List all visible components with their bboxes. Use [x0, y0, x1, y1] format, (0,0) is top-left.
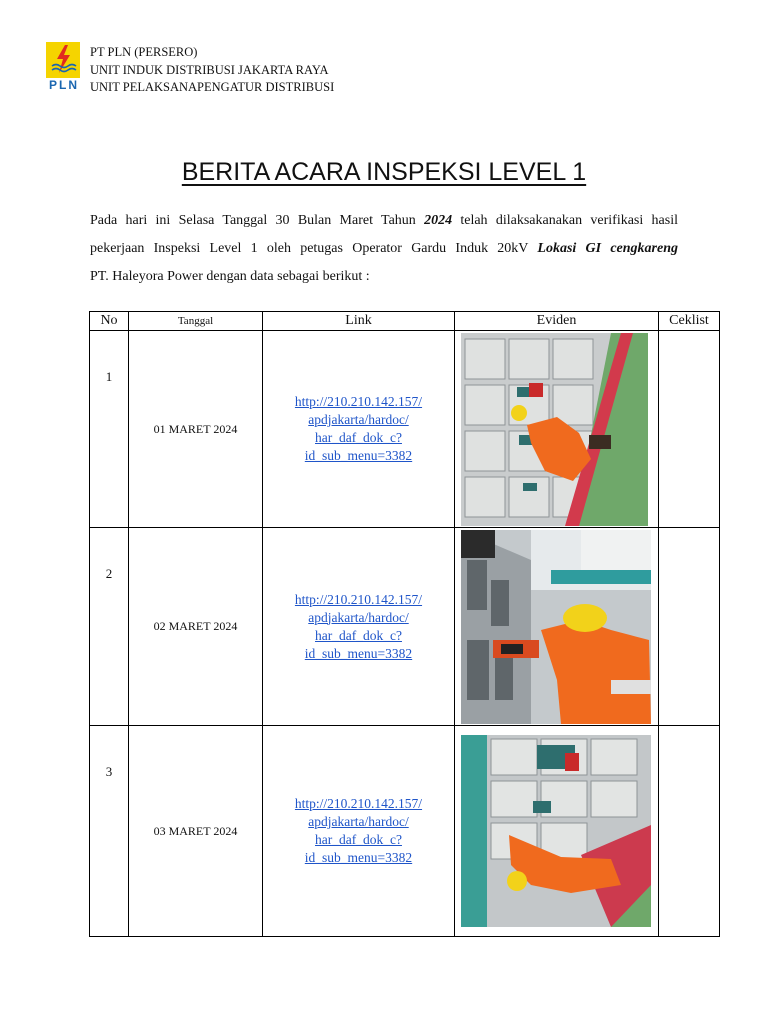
cell-tanggal: 01 MARET 2024 [129, 331, 263, 528]
link-line: http://210.210.142.157/ [294, 796, 423, 811]
letterhead [44, 42, 444, 98]
org-block [90, 44, 334, 97]
link-line: har_daf_dok_c? [315, 832, 402, 847]
table-row [90, 726, 720, 937]
inspection-link[interactable] [295, 591, 422, 663]
cell-ceklist [659, 726, 720, 937]
link-line: apdjakarta/hardoc/ [308, 814, 409, 829]
intro-line-1 [90, 207, 678, 235]
logo-text: PLN [49, 78, 79, 92]
link-line: http://210.210.142.157/ [294, 591, 423, 607]
intro-text: Pada hari ini Selasa Tanggal 30 Bulan Maret Tahun [90, 213, 425, 228]
link-line: id_sub_menu=3382 [304, 645, 413, 661]
cell-ceklist [659, 528, 720, 726]
table-header-row [90, 312, 720, 331]
intro-text: pekerjaan Inspeksi Level 1 oleh petugas Operator Gardu Induk 20kV [90, 241, 538, 256]
lightning-icon [46, 42, 80, 78]
inspection-table [89, 311, 720, 937]
link-line: har_daf_dok_c? [315, 627, 402, 643]
intro-line-2 [90, 235, 678, 263]
cell-no: 1 [90, 331, 129, 528]
link-line: apdjakarta/hardoc/ [308, 609, 409, 625]
cell-link [263, 331, 455, 528]
header-eviden: Eviden [455, 312, 659, 331]
org-line-unit: UNIT INDUK DISTRIBUSI JAKARTA RAYA [90, 62, 329, 77]
header-ceklist: Ceklist [659, 312, 720, 331]
header-no: No [90, 312, 129, 331]
inspection-link[interactable] [295, 393, 422, 465]
cell-tanggal: 03 MARET 2024 [129, 726, 263, 937]
link-line: http://210.210.142.157/ [294, 394, 423, 409]
link-line: id_sub_menu=3382 [304, 850, 413, 865]
intro-year: 2024 [424, 213, 453, 228]
intro-paragraph [90, 207, 678, 291]
intro-location: Lokasi GI cengkareng [537, 241, 678, 256]
link-line: id_sub_menu=3382 [304, 448, 413, 463]
link-line: apdjakarta/hardoc/ [308, 412, 409, 427]
pln-logo [44, 42, 84, 96]
cell-eviden [455, 726, 659, 937]
cell-no: 2 [90, 528, 129, 726]
org-line-subunit: UNIT PELAKSANAPENGATUR DISTRIBUSI [90, 80, 335, 94]
document-title: BERITA ACARA INSPEKSI LEVEL 1 [181, 158, 587, 186]
evidence-photo [461, 530, 651, 724]
evidence-photo [461, 333, 648, 526]
table-row [90, 331, 720, 528]
header-tanggal: Tanggal [129, 312, 263, 331]
cell-no: 3 [90, 726, 129, 937]
cell-ceklist [659, 331, 720, 528]
link-line: har_daf_dok_c? [315, 430, 402, 445]
evidence-photo [461, 735, 651, 927]
cell-tanggal: 02 MARET 2024 [129, 528, 263, 726]
inspection-link[interactable] [295, 795, 422, 867]
intro-text: telah dilaksakanakan verifikasi hasil [452, 213, 678, 228]
header-link: Link [263, 312, 455, 331]
org-line-company: PT PLN (PERSERO) [90, 45, 198, 59]
table-row [90, 528, 720, 726]
cell-link [263, 726, 455, 937]
cell-eviden [455, 331, 659, 528]
cell-eviden [455, 528, 659, 726]
intro-line-3: PT. Haleyora Power dengan data sebagai berikut : [90, 269, 370, 284]
cell-link [263, 528, 455, 726]
